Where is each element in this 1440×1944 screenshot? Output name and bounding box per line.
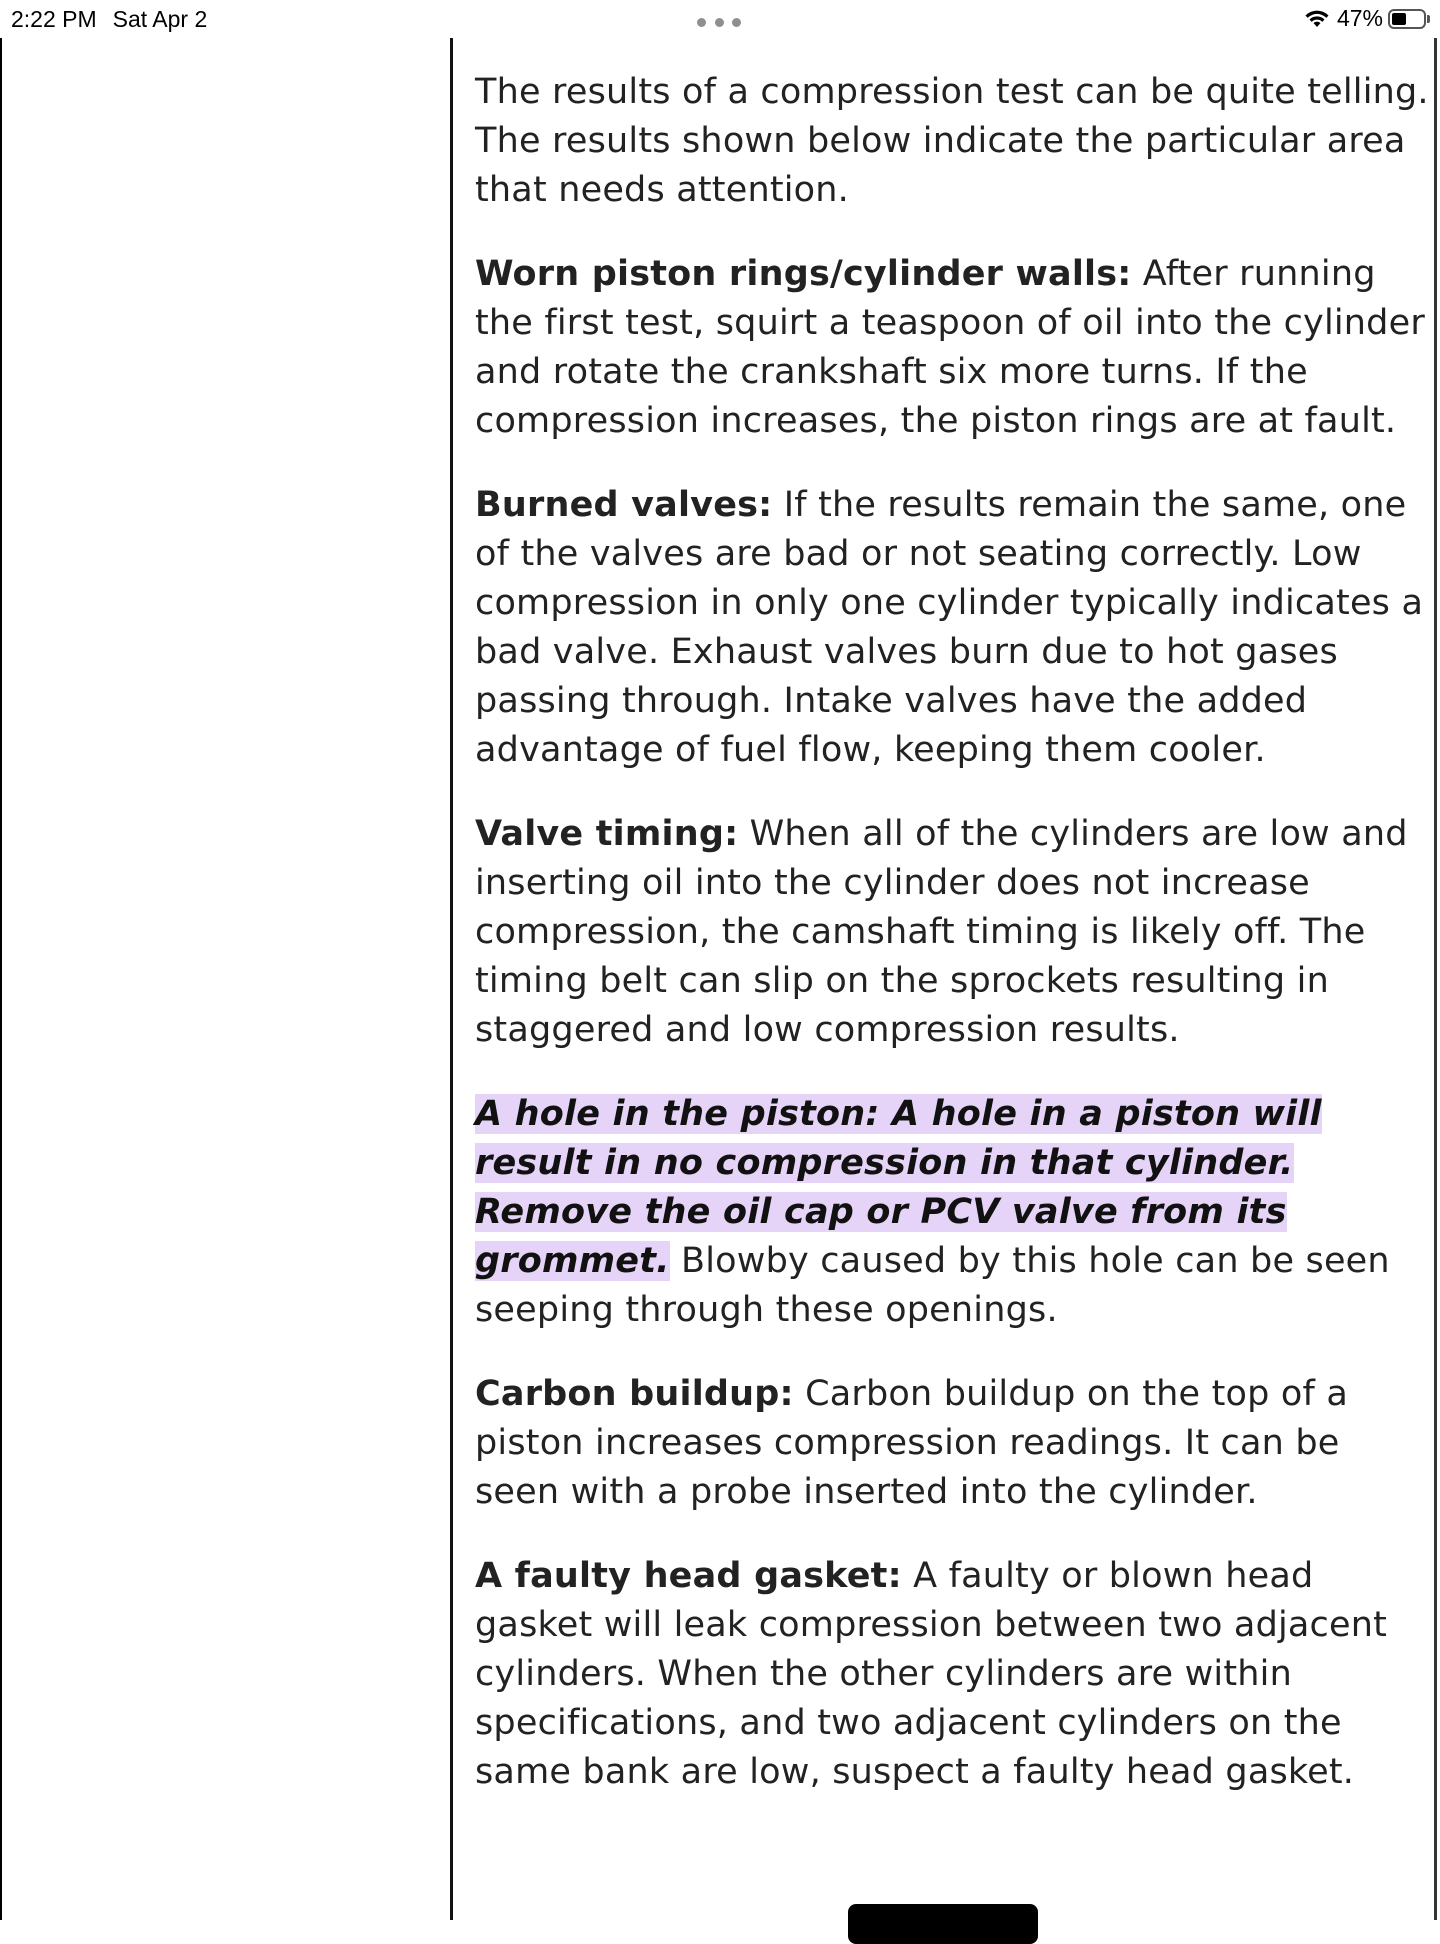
highlighted-text[interactable]: A hole in the piston: A hole in a piston will result in no compression in that cylinder. Remove the oil cap or PCV valve from its grommet.	[475, 1094, 1322, 1281]
section-heading: A faulty head gasket:	[475, 1556, 902, 1596]
section-heading: Burned valves:	[475, 485, 772, 525]
article-body	[475, 68, 1435, 1832]
section-carbon-buildup	[475, 1370, 1435, 1517]
section-heading: Carbon buildup:	[475, 1374, 794, 1414]
section-valve-timing	[475, 810, 1435, 1055]
battery-icon	[1388, 9, 1426, 29]
section-body: When all of the cylinders are low and inserting oil into the cylinder does not increase compression, the camshaft timing is likely off. The timing belt can slip on the sprockets resulting in staggered and low compression results.	[475, 814, 1408, 1050]
section-body: After running the first test, squirt a teaspoon of oil into the cylinder and rotate the crankshaft six more turns. If the compression increases, the piston rings are at fault.	[475, 254, 1425, 441]
section-body: Blowby caused by this hole can be seen seeping through these openings.	[475, 1241, 1390, 1330]
status-bar	[0, 0, 1440, 38]
section-heading: Valve timing:	[475, 814, 738, 854]
intro-paragraph: The results of a compression test can be quite telling. The results shown below indicate the particular area that needs attention.	[475, 68, 1435, 215]
section-body: Carbon buildup on the top of a piston increases compression readings. It can be seen with a probe inserted into the cylinder.	[475, 1374, 1348, 1512]
section-heading: Worn piston rings/cylinder walls:	[475, 254, 1131, 294]
section-worn-piston-rings	[475, 250, 1435, 446]
section-faulty-head-gasket	[475, 1552, 1435, 1797]
section-body: If the results remain the same, one of the valves are bad or not seating correctly. Low compression in only one cylinder typically indicates a bad valve. Exhaust valves burn due to hot gases passing through. Intake valves have the added advantage of fuel flow, keeping them cooler.	[475, 485, 1423, 770]
status-time: 2:22 PM	[11, 6, 97, 32]
content-border-left	[450, 38, 453, 1920]
multitasking-menu-icon[interactable]	[697, 18, 741, 28]
section-body: A faulty or blown head gasket will leak compression between two adjacent cylinders. When the other cylinders are within specifications, and two adjacent cylinders on the same bank are low, suspect a faulty head gasket.	[475, 1556, 1387, 1792]
section-hole-in-piston	[475, 1090, 1435, 1335]
status-time-date	[11, 6, 223, 33]
wifi-icon	[1303, 8, 1331, 30]
status-date: Sat Apr 2	[113, 6, 208, 32]
left-pane-border	[0, 38, 2, 1920]
status-indicators	[1303, 5, 1430, 32]
section-burned-valves	[475, 481, 1435, 775]
battery-percent: 47%	[1337, 5, 1383, 32]
bottom-action-button[interactable]	[848, 1904, 1038, 1944]
